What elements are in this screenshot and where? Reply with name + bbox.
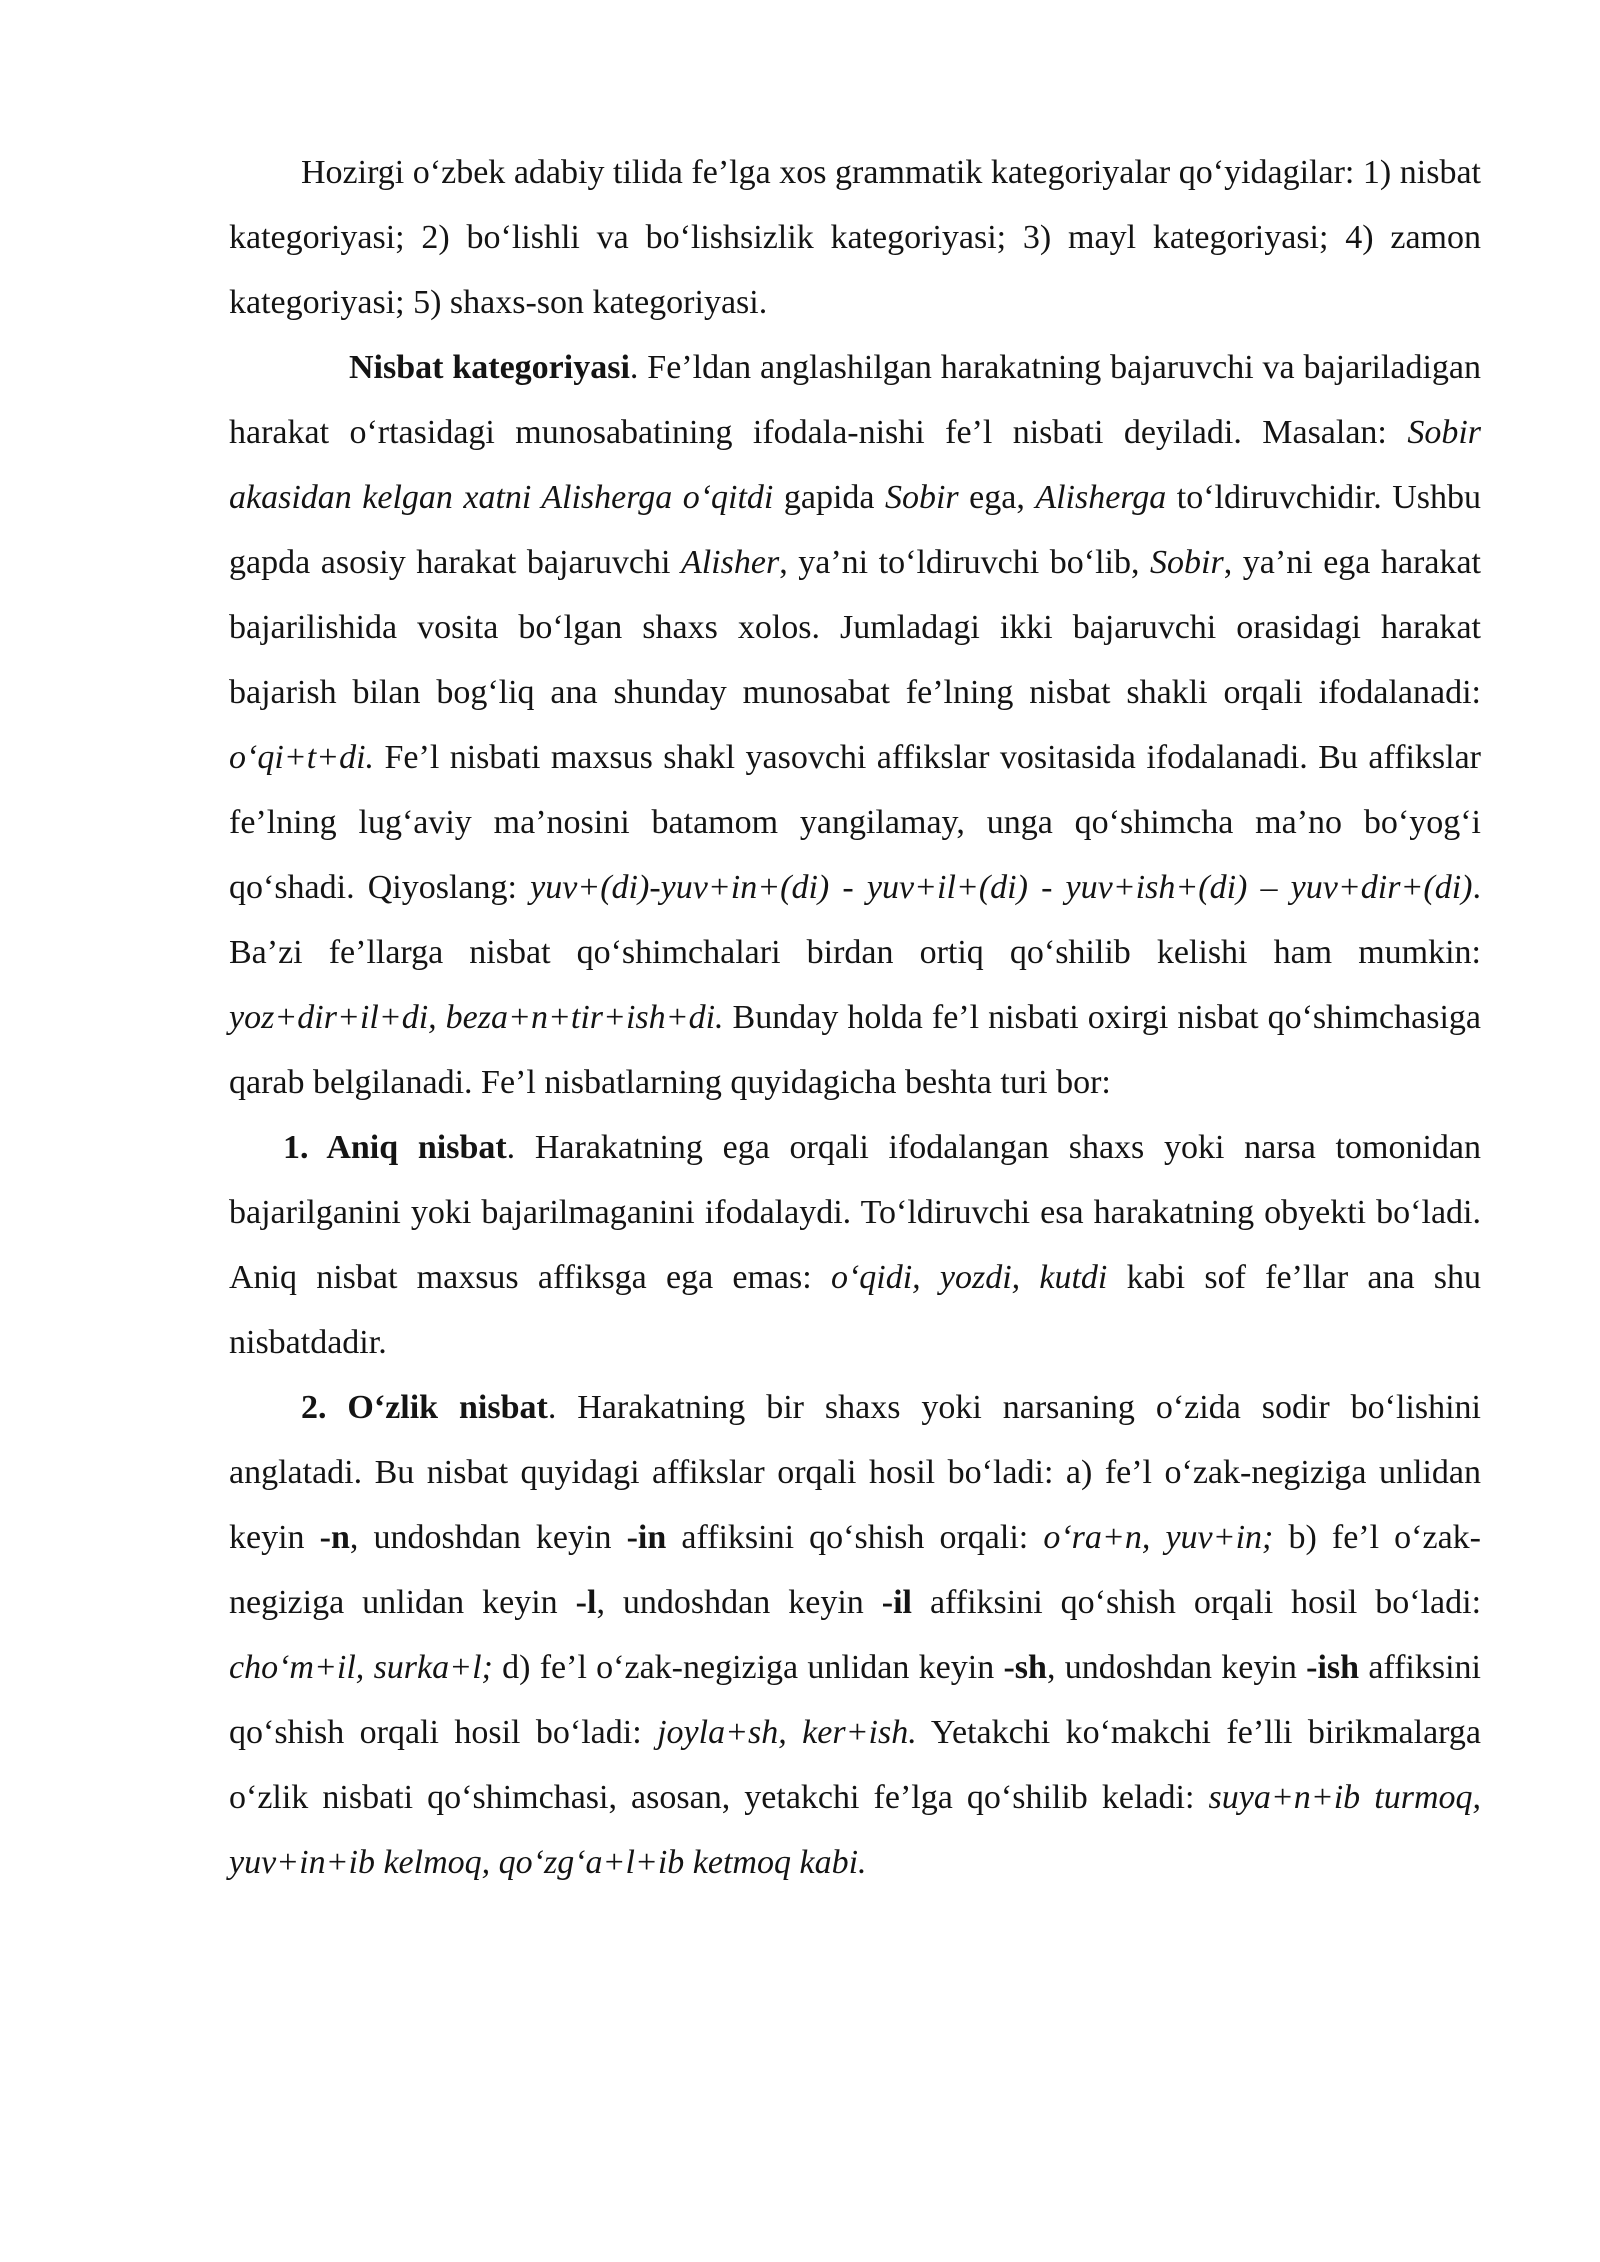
text-run: . Harakatning bir shaxs yoki narsaning o‘zida sodir bo‘lishini anglatadi. Bu nisbat quyidagi affikslar orqali hosil bo‘ladi: a) fe’l o‘zak-negiziga unlidan keyin	[229, 1389, 1481, 1556]
affix: -sh	[1003, 1649, 1047, 1686]
aniq-paragraph	[229, 1115, 1481, 1375]
text-run: b) fe’l o‘zak-negiziga unlidan keyin	[229, 1519, 1481, 1621]
example-word: Sobir	[1150, 544, 1224, 581]
text-run: , undoshdan keyin	[349, 1519, 627, 1556]
ozlik-paragraph	[229, 1375, 1481, 1895]
text-run: Yetakchi ko‘makchi fe’lli birikmalarga o‘zlik nisbati qo‘shimchasi, asosan, yetakchi fe’lga qo‘shilib keladi:	[229, 1714, 1481, 1816]
text-run: . Fe’ldan anglashilgan harakatning bajaruvchi va bajariladigan harakat o‘rtasidagi munosabatining ifodala-nishi fe’l nisbati deyiladi. Masalan:	[229, 349, 1482, 451]
ozlik-heading: 2. O‘zlik nisbat	[301, 1389, 548, 1426]
example-forms: yuv+(di)-yuv+in+(di) - yuv+il+(di) - yuv+ish+(di) – yuv+dir+(di)	[530, 869, 1473, 906]
text-run: Fe’l nisbati maxsus shakl yasovchi affikslar vositasida ifodalanadi. Bu affikslar fe’lning lug‘aviy ma’nosini batamom yangilamay, unga qo‘shimcha ma’no bo‘yog‘i qo‘shadi. Qiyoslang:	[229, 739, 1481, 906]
affix: -l	[575, 1584, 597, 1621]
example-forms: joyla+sh, ker+ish.	[657, 1714, 917, 1751]
text-run: , undoshdan keyin	[1046, 1649, 1307, 1686]
text-run: . Ba’zi fe’llarga nisbat qo‘shimchalari birdan ortiq qo‘shilib kelishi ham mumkin:	[229, 869, 1482, 971]
example-sentence: Sobir akasidan kelgan xatni Alisherga o‘qitdi	[229, 414, 1481, 516]
intro-paragraph	[229, 140, 1481, 335]
aniq-heading: 1. Aniq nisbat	[283, 1129, 507, 1166]
example-word: o‘qi+t+di.	[229, 739, 375, 776]
text-run: , undoshdan keyin	[596, 1584, 882, 1621]
text-run: affiksini qo‘shish orqali hosil bo‘ladi:	[229, 1649, 1482, 1751]
text-run: to‘ldiruvchidir. Ushbu gapda asosiy harakat bajaruvchi	[229, 479, 1481, 581]
intro-text: Hozirgi o‘zbek adabiy tilida fe’lga xos grammatik kategoriyalar qo‘yidagilar: 1) nisbat kategoriyasi; 2) bo‘lishli va bo‘lishsizlik kategoriyasi; 3) mayl kategoriyasi; 4) zamon kategoriyasi; 5) shaxs-son kategoriyasi.	[229, 154, 1481, 321]
text-run: , ya’ni to‘ldiruvchi bo‘lib,	[779, 544, 1151, 581]
affix: -n	[319, 1519, 350, 1556]
text-run: affiksini qo‘shish orqali hosil bo‘ladi:	[911, 1584, 1482, 1621]
text-run: affiksini qo‘shish orqali:	[666, 1519, 1044, 1556]
text-run: gapida	[773, 479, 885, 516]
nisbat-paragraph	[229, 335, 1481, 1115]
affix: -il	[881, 1584, 912, 1621]
affix: -ish	[1306, 1649, 1360, 1686]
text-run: d) fe’l o‘zak-negiziga unlidan keyin	[492, 1649, 1004, 1686]
affix: -in	[626, 1519, 667, 1556]
text-run: , ya’ni ega harakat bajarilishida vosita bo‘lgan shaxs xolos. Jumladagi ikki bajaruvchi orasidagi harakat bajarish bilan bog‘liq ana shunday munosabat fe’lning nisbat shakli orqali ifodalanadi:	[229, 544, 1481, 711]
example-word: Alisher	[680, 544, 780, 581]
example-forms: suya+n+ib turmoq, yuv+in+ib kelmoq, qo‘zg‘a+l+ib ketmoq kabi.	[229, 1779, 1481, 1881]
document-page	[229, 140, 1481, 1895]
text-run: Bunday holda fe’l nisbati oxirgi nisbat qo‘shimchasiga qarab belgilanadi. Fe’l nisbatlarning quyidagicha beshta turi bor:	[229, 999, 1481, 1101]
nisbat-heading: Nisbat kategoriyasi	[349, 349, 630, 386]
example-word: Sobir	[884, 479, 959, 516]
example-forms: o‘ra+n, yuv+in;	[1043, 1519, 1274, 1556]
example-forms: yoz+dir+il+di, beza+n+tir+ish+di.	[229, 999, 724, 1036]
example-forms: o‘qidi, yozdi, kutdi	[830, 1259, 1108, 1296]
text-run: ega,	[958, 479, 1036, 516]
example-word: Alisherga	[1035, 479, 1167, 516]
text-run: . Harakatning ega orqali ifodalangan shaxs yoki narsa tomonidan bajarilganini yoki bajarilmaganini ifodalaydi. To‘ldiruvchi esa harakatning obyekti bo‘ladi. Aniq nisbat maxsus affiksga ega emas:	[229, 1129, 1481, 1296]
text-run: kabi sof fe’llar ana shu nisbatdadir.	[229, 1259, 1482, 1361]
example-forms: cho‘m+il, surka+l;	[229, 1649, 493, 1686]
